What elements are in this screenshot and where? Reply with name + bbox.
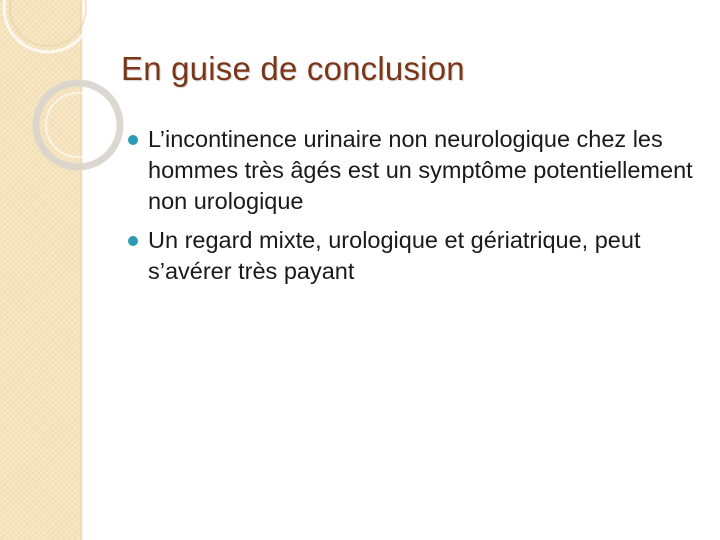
bullet-item bbox=[128, 124, 698, 217]
bullet-text: L’incontinence urinaire non neurologique chez les hommes très âgés est un symptôme potentiellement non urologique bbox=[148, 126, 693, 214]
bullet-item bbox=[128, 225, 698, 287]
bullet-dot-icon bbox=[128, 135, 138, 145]
slide-title: En guise de conclusion bbox=[121, 50, 465, 87]
decorative-rings-graphic bbox=[0, 0, 140, 200]
bullet-dot-icon bbox=[128, 236, 138, 246]
bullet-list bbox=[128, 124, 698, 295]
bullet-text: Un regard mixte, urologique et gériatrique, peut s’avérer très payant bbox=[148, 227, 641, 284]
